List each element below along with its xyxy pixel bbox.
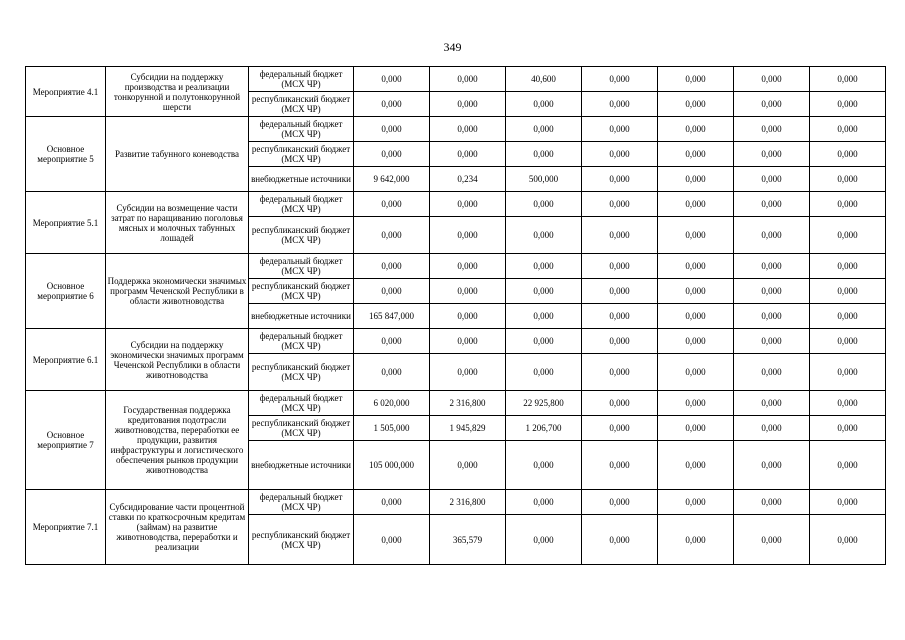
table-row: [26, 490, 886, 515]
amount-cell: 0,000: [810, 92, 886, 117]
amount-cell: 0,000: [582, 490, 658, 515]
activity-name: Поддержка экономически значимых программ Чеченской Республики в области животноводства: [106, 254, 249, 329]
amount-cell: 0,000: [734, 490, 810, 515]
amount-cell: 0,000: [582, 254, 658, 279]
amount-cell: 40,600: [506, 67, 582, 92]
table-row: [26, 117, 886, 142]
table-row: [26, 67, 886, 92]
amount-cell: 0,000: [734, 67, 810, 92]
activity-name: Субсидии на возмещение части затрат по наращиванию поголовья мясных и молочных табунных лошадей: [106, 192, 249, 254]
funding-source: республиканский бюджет (МСХ ЧР): [249, 416, 354, 441]
amount-cell: 0,000: [582, 354, 658, 391]
activity-name: Субсидирование части процентной ставки по краткосрочным кредитам (займам) на развитие животноводства, переработки и реализации: [106, 490, 249, 565]
amount-cell: 0,000: [658, 304, 734, 329]
amount-cell: 1 945,829: [430, 416, 506, 441]
activity-name: Государственная поддержка кредитования подотрасли животноводства, переработки ее продукции, развития инфраструктуры и логистического обеспечения рынков продукции животноводства: [106, 391, 249, 490]
page-number: 349: [443, 40, 462, 54]
amount-cell: 0,000: [810, 192, 886, 217]
funding-source: федеральный бюджет (МСХ ЧР): [249, 329, 354, 354]
amount-cell: 0,000: [658, 67, 734, 92]
funding-source: республиканский бюджет (МСХ ЧР): [249, 92, 354, 117]
amount-cell: 0,000: [734, 391, 810, 416]
amount-cell: 0,000: [506, 117, 582, 142]
activity-name: Развитие табунного коневодства: [106, 117, 249, 192]
amount-cell: 0,000: [430, 254, 506, 279]
amount-cell: 0,000: [810, 167, 886, 192]
funding-source: федеральный бюджет (МСХ ЧР): [249, 192, 354, 217]
amount-cell: 0,000: [810, 304, 886, 329]
budget-table: [25, 66, 886, 565]
amount-cell: 0,000: [430, 217, 506, 254]
amount-cell: 0,000: [506, 354, 582, 391]
amount-cell: 0,000: [658, 117, 734, 142]
amount-cell: 0,000: [582, 192, 658, 217]
table-row: [26, 329, 886, 354]
funding-source: внебюджетные источники: [249, 167, 354, 192]
amount-cell: 0,000: [734, 217, 810, 254]
amount-cell: 9 642,000: [354, 167, 430, 192]
amount-cell: 0,000: [810, 117, 886, 142]
amount-cell: 0,000: [658, 354, 734, 391]
amount-cell: 0,000: [810, 142, 886, 167]
amount-cell: 0,000: [734, 354, 810, 391]
amount-cell: 0,000: [506, 142, 582, 167]
amount-cell: 0,000: [506, 329, 582, 354]
amount-cell: 0,000: [430, 279, 506, 304]
amount-cell: 0,000: [354, 490, 430, 515]
amount-cell: 0,000: [354, 254, 430, 279]
activity-name: Субсидии на поддержку производства и реализации тонкорунной и полутонкорунной шерсти: [106, 67, 249, 117]
amount-cell: 0,000: [734, 279, 810, 304]
amount-cell: 0,000: [658, 416, 734, 441]
funding-source: федеральный бюджет (МСХ ЧР): [249, 391, 354, 416]
amount-cell: 0,000: [354, 515, 430, 565]
amount-cell: 0,234: [430, 167, 506, 192]
amount-cell: 0,000: [506, 515, 582, 565]
amount-cell: 0,000: [506, 92, 582, 117]
amount-cell: 6 020,000: [354, 391, 430, 416]
amount-cell: 0,000: [734, 329, 810, 354]
amount-cell: 0,000: [582, 142, 658, 167]
amount-cell: 0,000: [810, 279, 886, 304]
amount-cell: 0,000: [658, 279, 734, 304]
amount-cell: 2 316,800: [430, 490, 506, 515]
amount-cell: 0,000: [582, 117, 658, 142]
activity-label: Основное мероприятие 6: [26, 254, 106, 329]
amount-cell: 0,000: [734, 441, 810, 490]
activity-name: Субсидии на поддержку экономически значимых программ Чеченской Республики в области животноводства: [106, 329, 249, 391]
amount-cell: 0,000: [430, 92, 506, 117]
amount-cell: 0,000: [506, 490, 582, 515]
funding-source: федеральный бюджет (МСХ ЧР): [249, 117, 354, 142]
amount-cell: 0,000: [582, 391, 658, 416]
amount-cell: 0,000: [658, 192, 734, 217]
amount-cell: 0,000: [430, 192, 506, 217]
amount-cell: 0,000: [506, 217, 582, 254]
amount-cell: 22 925,800: [506, 391, 582, 416]
funding-source: федеральный бюджет (МСХ ЧР): [249, 67, 354, 92]
amount-cell: 0,000: [810, 515, 886, 565]
activity-label: Мероприятие 7.1: [26, 490, 106, 565]
activity-label: Мероприятие 6.1: [26, 329, 106, 391]
amount-cell: 0,000: [810, 416, 886, 441]
amount-cell: 0,000: [430, 304, 506, 329]
amount-cell: 0,000: [582, 67, 658, 92]
amount-cell: 0,000: [734, 142, 810, 167]
amount-cell: 0,000: [582, 217, 658, 254]
amount-cell: 0,000: [658, 217, 734, 254]
amount-cell: 0,000: [658, 329, 734, 354]
amount-cell: 0,000: [658, 391, 734, 416]
activity-label: Мероприятие 5.1: [26, 192, 106, 254]
funding-source: республиканский бюджет (МСХ ЧР): [249, 515, 354, 565]
amount-cell: 0,000: [658, 441, 734, 490]
amount-cell: 165 847,000: [354, 304, 430, 329]
amount-cell: 0,000: [810, 254, 886, 279]
funding-source: республиканский бюджет (МСХ ЧР): [249, 142, 354, 167]
amount-cell: 0,000: [810, 391, 886, 416]
amount-cell: 0,000: [430, 329, 506, 354]
table-body: [26, 67, 886, 565]
amount-cell: 0,000: [354, 279, 430, 304]
activity-label: Основное мероприятие 7: [26, 391, 106, 490]
amount-cell: 0,000: [430, 441, 506, 490]
table-row: [26, 254, 886, 279]
amount-cell: 105 000,000: [354, 441, 430, 490]
amount-cell: 0,000: [430, 142, 506, 167]
amount-cell: 0,000: [582, 515, 658, 565]
amount-cell: 2 316,800: [430, 391, 506, 416]
amount-cell: 0,000: [810, 67, 886, 92]
amount-cell: 0,000: [506, 192, 582, 217]
amount-cell: 0,000: [810, 441, 886, 490]
amount-cell: 0,000: [810, 217, 886, 254]
funding-source: федеральный бюджет (МСХ ЧР): [249, 490, 354, 515]
activity-label: Основное мероприятие 5: [26, 117, 106, 192]
amount-cell: 1 505,000: [354, 416, 430, 441]
amount-cell: 1 206,700: [506, 416, 582, 441]
funding-source: республиканский бюджет (МСХ ЧР): [249, 279, 354, 304]
amount-cell: 0,000: [734, 117, 810, 142]
activity-label: Мероприятие 4.1: [26, 67, 106, 117]
funding-source: федеральный бюджет (МСХ ЧР): [249, 254, 354, 279]
amount-cell: 0,000: [506, 441, 582, 490]
amount-cell: 0,000: [430, 67, 506, 92]
amount-cell: 0,000: [734, 167, 810, 192]
amount-cell: 0,000: [658, 142, 734, 167]
amount-cell: 0,000: [354, 92, 430, 117]
amount-cell: 0,000: [582, 416, 658, 441]
amount-cell: 0,000: [658, 515, 734, 565]
amount-cell: 0,000: [354, 192, 430, 217]
amount-cell: 0,000: [582, 441, 658, 490]
amount-cell: 0,000: [506, 254, 582, 279]
amount-cell: 0,000: [734, 304, 810, 329]
table-row: [26, 391, 886, 416]
amount-cell: 0,000: [582, 329, 658, 354]
amount-cell: 0,000: [734, 254, 810, 279]
amount-cell: 0,000: [810, 329, 886, 354]
amount-cell: 0,000: [582, 279, 658, 304]
amount-cell: 0,000: [658, 167, 734, 192]
amount-cell: 0,000: [582, 167, 658, 192]
amount-cell: 0,000: [734, 416, 810, 441]
amount-cell: 0,000: [354, 354, 430, 391]
amount-cell: 0,000: [582, 92, 658, 117]
amount-cell: 0,000: [354, 142, 430, 167]
amount-cell: 0,000: [582, 304, 658, 329]
amount-cell: 0,000: [734, 515, 810, 565]
amount-cell: 0,000: [354, 329, 430, 354]
amount-cell: 0,000: [354, 117, 430, 142]
funding-source: республиканский бюджет (МСХ ЧР): [249, 354, 354, 391]
amount-cell: 0,000: [354, 217, 430, 254]
funding-source: республиканский бюджет (МСХ ЧР): [249, 217, 354, 254]
amount-cell: 0,000: [430, 354, 506, 391]
amount-cell: 0,000: [430, 117, 506, 142]
amount-cell: 0,000: [810, 354, 886, 391]
amount-cell: 0,000: [658, 92, 734, 117]
amount-cell: 0,000: [506, 279, 582, 304]
amount-cell: 0,000: [734, 192, 810, 217]
amount-cell: 0,000: [354, 67, 430, 92]
table-row: [26, 192, 886, 217]
funding-source: внебюджетные источники: [249, 441, 354, 490]
amount-cell: 365,579: [430, 515, 506, 565]
amount-cell: 0,000: [658, 490, 734, 515]
amount-cell: 500,000: [506, 167, 582, 192]
amount-cell: 0,000: [506, 304, 582, 329]
amount-cell: 0,000: [734, 92, 810, 117]
amount-cell: 0,000: [658, 254, 734, 279]
amount-cell: 0,000: [810, 490, 886, 515]
funding-source: внебюджетные источники: [249, 304, 354, 329]
